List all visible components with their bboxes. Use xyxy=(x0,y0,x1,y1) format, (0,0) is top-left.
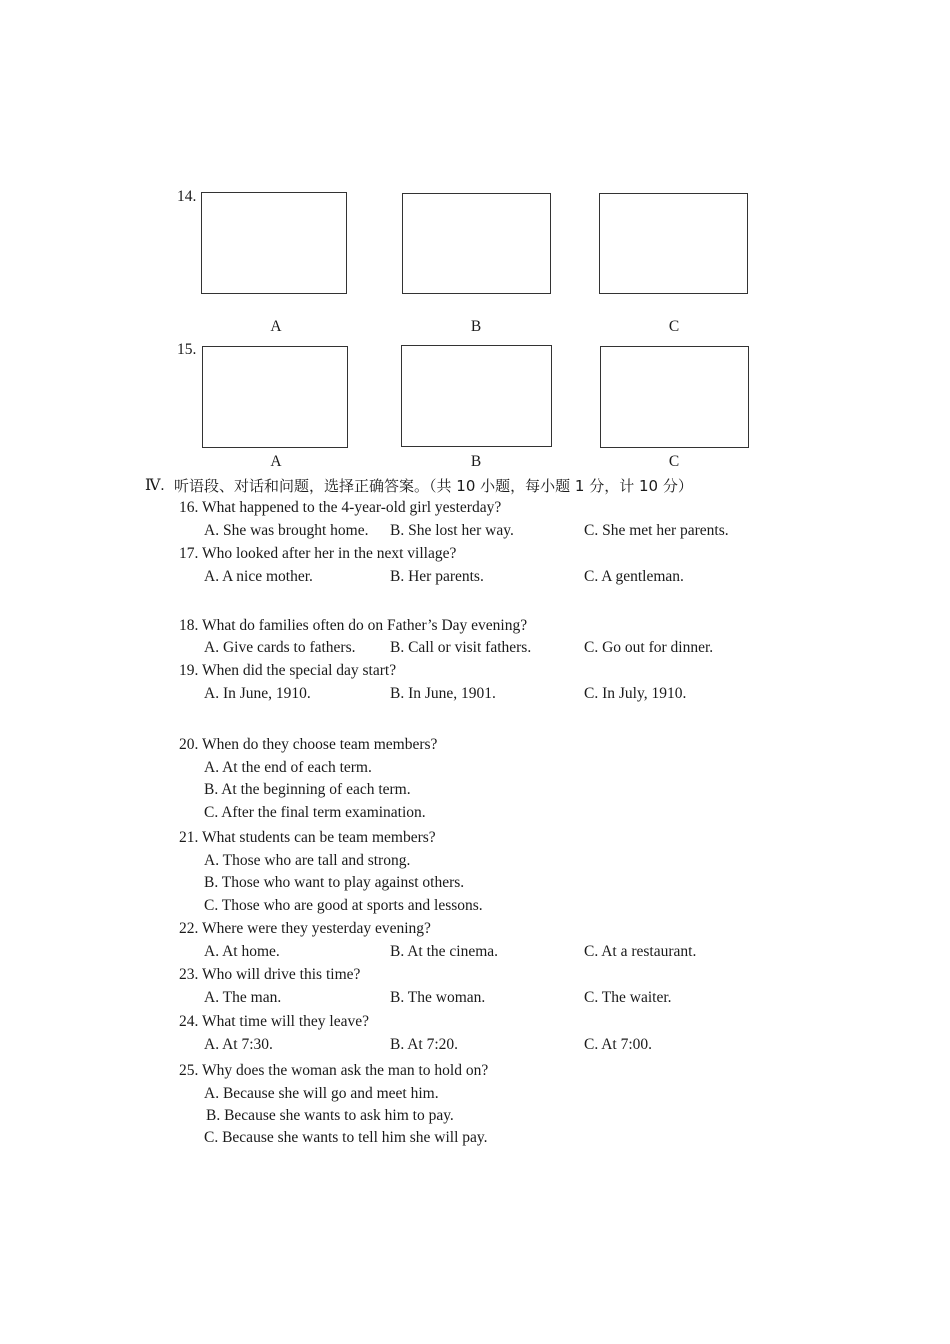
option-c: C. After the final term examination. xyxy=(204,804,426,821)
option-label-b: B xyxy=(470,318,482,335)
option-a: A. At the end of each term. xyxy=(204,759,372,776)
option-b: B. She lost her way. xyxy=(390,522,514,539)
option-c: C. Go out for dinner. xyxy=(584,639,714,656)
option-label-c: C xyxy=(668,453,680,470)
question-text: 21. What students can be team members? xyxy=(179,829,436,846)
question-text: 25. Why does the woman ask the man to hold on? xyxy=(179,1062,489,1079)
option-b: B. Those who want to play against others. xyxy=(204,874,465,891)
option-b: B. Because she wants to ask him to pay. xyxy=(206,1107,454,1124)
option-c: C. Because she wants to tell him she will pay. xyxy=(204,1129,488,1146)
option-label-c: C xyxy=(668,318,680,335)
option-label-a: A xyxy=(270,453,282,470)
question-text: 19. When did the special day start? xyxy=(179,662,397,679)
option-label-b: B xyxy=(470,453,482,470)
option-a: A. Those who are tall and strong. xyxy=(204,852,411,869)
section-title: 听语段、对话和问题，选择正确答案。（共 10 小题，每小题 1 分，计 10 分） xyxy=(174,477,693,495)
option-b: B. The woman. xyxy=(390,989,486,1006)
option-a: A. Because she will go and meet him. xyxy=(204,1085,439,1102)
question-text: 16. What happened to the 4-year-old girl yesterday? xyxy=(179,499,502,516)
option-c: C. At a restaurant. xyxy=(584,943,697,960)
option-b: B. Her parents. xyxy=(390,568,484,585)
picture-frame-b xyxy=(401,345,552,447)
option-a: A. In June, 1910. xyxy=(204,685,311,702)
option-a: A. At home. xyxy=(204,943,280,960)
question-text: 17. Who looked after her in the next village? xyxy=(179,545,457,562)
option-c: C. Those who are good at sports and lessons. xyxy=(204,897,483,914)
option-a: A. She was brought home. xyxy=(204,522,369,539)
question-number: 15. xyxy=(177,341,197,358)
picture-frame-c xyxy=(600,346,749,448)
picture-frame-b xyxy=(402,193,551,294)
option-c: C. The waiter. xyxy=(584,989,672,1006)
option-b: B. At the cinema. xyxy=(390,943,499,960)
picture-frame-a xyxy=(201,192,347,294)
option-b: B. Call or visit fathers. xyxy=(390,639,532,656)
question-text: 23. Who will drive this time? xyxy=(179,966,361,983)
option-c: C. In July, 1910. xyxy=(584,685,687,702)
option-a: A. Give cards to fathers. xyxy=(204,639,356,656)
picture-frame-c xyxy=(599,193,748,294)
option-label-a: A xyxy=(270,318,282,335)
question-text: 18. What do families often do on Father’s Day evening? xyxy=(179,617,528,634)
option-c: C. She met her parents. xyxy=(584,522,729,539)
option-a: A. A nice mother. xyxy=(204,568,313,585)
question-text: 20. When do they choose team members? xyxy=(179,736,438,753)
section-numeral: Ⅳ. xyxy=(145,477,165,494)
question-text: 24. What time will they leave? xyxy=(179,1013,369,1030)
picture-frame-a xyxy=(202,346,348,448)
option-c: C. At 7:00. xyxy=(584,1036,653,1053)
option-a: A. The man. xyxy=(204,989,282,1006)
question-number: 14. xyxy=(177,188,197,205)
question-text: 22. Where were they yesterday evening? xyxy=(179,920,431,937)
option-c: C. A gentleman. xyxy=(584,568,684,585)
option-b: B. In June, 1901. xyxy=(390,685,496,702)
option-b: B. At the beginning of each term. xyxy=(204,781,411,798)
option-a: A. At 7:30. xyxy=(204,1036,273,1053)
option-b: B. At 7:20. xyxy=(390,1036,459,1053)
